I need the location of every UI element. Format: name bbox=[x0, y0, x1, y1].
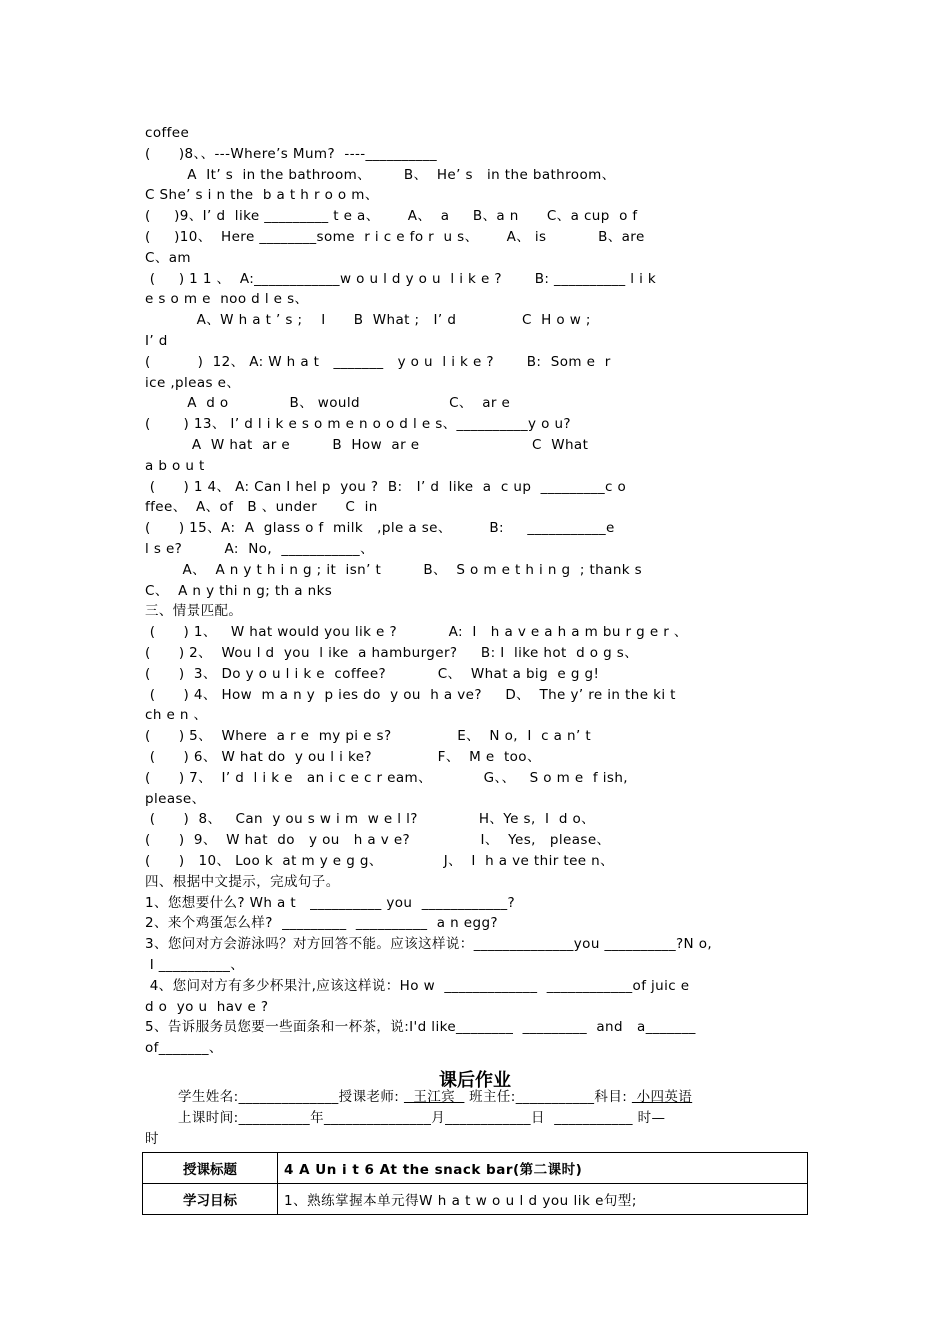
text-line: 3、您问对方会游泳吗？对方回答不能。应该这样说：______________you __________?N o, bbox=[145, 936, 713, 953]
text-line: C、 A n y thi n g; th a nks bbox=[145, 582, 333, 599]
text-line: ( )9、I’ d like _________ t e a、 A、 a B、a n C、a cup o f bbox=[145, 208, 638, 225]
text-line: 四、根据中文提示，完成句子。 bbox=[145, 873, 340, 890]
text-line: a b o u t bbox=[145, 457, 205, 474]
learning-goal-value: 1、熟练掌握本单元得W h a t w o u l d you lik e句型; bbox=[278, 1184, 808, 1215]
month-label: 月 bbox=[431, 1110, 446, 1126]
text-line: ( ) 2、 Wou l d you l ike a hamburger? B: I like hot d o g s、 bbox=[145, 645, 639, 661]
subject-value: 小四英语 bbox=[631, 1089, 693, 1105]
head-teacher-label: 班主任: bbox=[469, 1089, 516, 1105]
text-line: ch e n 、 bbox=[145, 707, 208, 724]
text-line: ( ) 3、 Do y o u l i k e coffee? C、 What a big e g g! bbox=[145, 665, 600, 682]
text-line: ice ,pleas e、 bbox=[145, 374, 241, 391]
text-line: ( ) 10、 Loo k at m y e g g、 J、 I h a ve thir tee n、 bbox=[145, 853, 615, 869]
text-line: 2、来个鸡蛋怎么样? _________ __________ a n egg? bbox=[145, 915, 498, 932]
text-line: ( ) 5、 Where a r e my pi e s? E、 N o, I c a n’ t bbox=[145, 728, 592, 745]
text-line: C、am bbox=[145, 249, 191, 266]
text-line: ( ) 4、 How m a n y p ies do y ou h a ve? D、 The y’ re in the ki t bbox=[145, 686, 676, 703]
teacher-label: 授课老师: bbox=[338, 1089, 400, 1105]
text-line: ( ) 6、 W hat do y ou l i ke? F、 M e too、 bbox=[145, 749, 541, 765]
day-label: 日 bbox=[530, 1110, 545, 1126]
text-line: A、 A n y t h i n g ; it isn’ t B、 S o m e t h i n g ; thank s bbox=[145, 561, 643, 578]
text-line: l s e? A: No, ___________、 bbox=[145, 541, 374, 557]
text-line: ( ) 9、 W hat do y ou h a v e? I、 Yes, please、 bbox=[145, 832, 611, 849]
lesson-info-table bbox=[142, 1152, 808, 1215]
head-teacher-field: ___________ bbox=[515, 1089, 595, 1105]
table-row bbox=[143, 1184, 808, 1215]
year-label: 年 bbox=[310, 1110, 324, 1126]
text-line: ( ) 15、A: A glass o f milk ,ple a se、 B: ___________e bbox=[145, 520, 615, 537]
lesson-title-value: 4 A Un i t 6 At the snack bar(第二课时) bbox=[278, 1153, 808, 1184]
month-field: _______________ bbox=[323, 1110, 432, 1126]
text-line: ( ) 1、 W hat would you lik e ? A: I h a v e a h a m bu r g e r 、 bbox=[145, 624, 688, 641]
text-line: A d o B、 would C、 ar e bbox=[145, 395, 511, 412]
text-line: ( ) 12、 A: W h a t _______ y o u l i k e ? B: Som e r bbox=[145, 353, 611, 370]
student-name-field: ______________ bbox=[238, 1089, 339, 1105]
text-line: 1、您想要什么? Wh a t __________ you ____________? bbox=[145, 894, 516, 911]
text-line: A W hat ar e B How ar e C What bbox=[145, 437, 589, 453]
year-field: __________ bbox=[238, 1110, 311, 1126]
text-line: ( ) 1 1 、 A:____________w o u l d y o u l i k e ? B: __________ l i k bbox=[145, 270, 657, 287]
text-line: d o yo u hav e ? bbox=[145, 998, 269, 1015]
class-time-label: 上课时间: bbox=[178, 1110, 239, 1126]
student-name-label: 学生姓名: bbox=[178, 1089, 239, 1105]
text-line: of_______、 bbox=[145, 1040, 223, 1057]
hour-end-label: 时 bbox=[145, 1131, 159, 1147]
text-line: e s o m e noo d l e s、 bbox=[145, 291, 309, 308]
text-line: 5、告诉服务员您要一些面条和一杯茶，说:I'd like________ _________ and a_______ bbox=[145, 1019, 696, 1036]
text-line: ( ) 1 4、 A: Can I hel p you ? B: I’ d like a c up _________c o bbox=[145, 478, 627, 495]
text-line: A、W h a t ’ s ; I B What ; I’ d C H o w ; bbox=[145, 312, 591, 329]
table-row bbox=[143, 1153, 808, 1184]
student-info-line bbox=[178, 1087, 692, 1108]
text-line: ( ) 7、 I’ d l i k e an i c e c r eam、 G、、 S o m e f ish, bbox=[145, 769, 628, 786]
subject-label: 科目: bbox=[594, 1089, 628, 1105]
hour-field: ___________ bbox=[554, 1110, 633, 1126]
teacher-name: 王江宾 bbox=[403, 1089, 465, 1105]
text-line: ( ) 13、 I’ d l i k e s o m e n o o d l e s、__________y o u? bbox=[145, 416, 571, 433]
text-line: ( )10、 Here ________some r i c e fo r u s、 A、 is B、are bbox=[145, 229, 645, 245]
text-line: ( ) 8、 Can y ou s w i m w e l l? H、Ye s, I d o、 bbox=[145, 811, 596, 828]
homework-title: 课后作业 bbox=[439, 1070, 511, 1091]
learning-goal-header: 学习目标 bbox=[143, 1184, 278, 1215]
lesson-title-header: 授课标题 bbox=[143, 1153, 278, 1184]
text-line: ffee、 A、of B 、under C in bbox=[145, 499, 378, 516]
text-line: C She’ s i n the b a t h r o o m、 bbox=[145, 187, 379, 204]
text-line: ( )8、、---Where’s Mum? ----__________ bbox=[145, 145, 438, 162]
text-line: 三、情景匹配。 bbox=[145, 603, 243, 620]
text-line: I __________、 bbox=[145, 957, 245, 973]
text-line: please、 bbox=[145, 790, 206, 807]
hour-label: 时— bbox=[637, 1110, 666, 1126]
class-time-line bbox=[178, 1108, 665, 1129]
text-line: coffee bbox=[145, 125, 190, 141]
text-line: A It’ s in the bathroom、 B、 He’ s in the bathroom、 bbox=[145, 166, 616, 183]
text-line: 4、您问对方有多少杯果汁,应该这样说：Ho w _____________ ____________of juic e bbox=[145, 977, 690, 994]
text-line: I’ d bbox=[145, 333, 168, 349]
day-field: ____________ bbox=[445, 1110, 531, 1126]
